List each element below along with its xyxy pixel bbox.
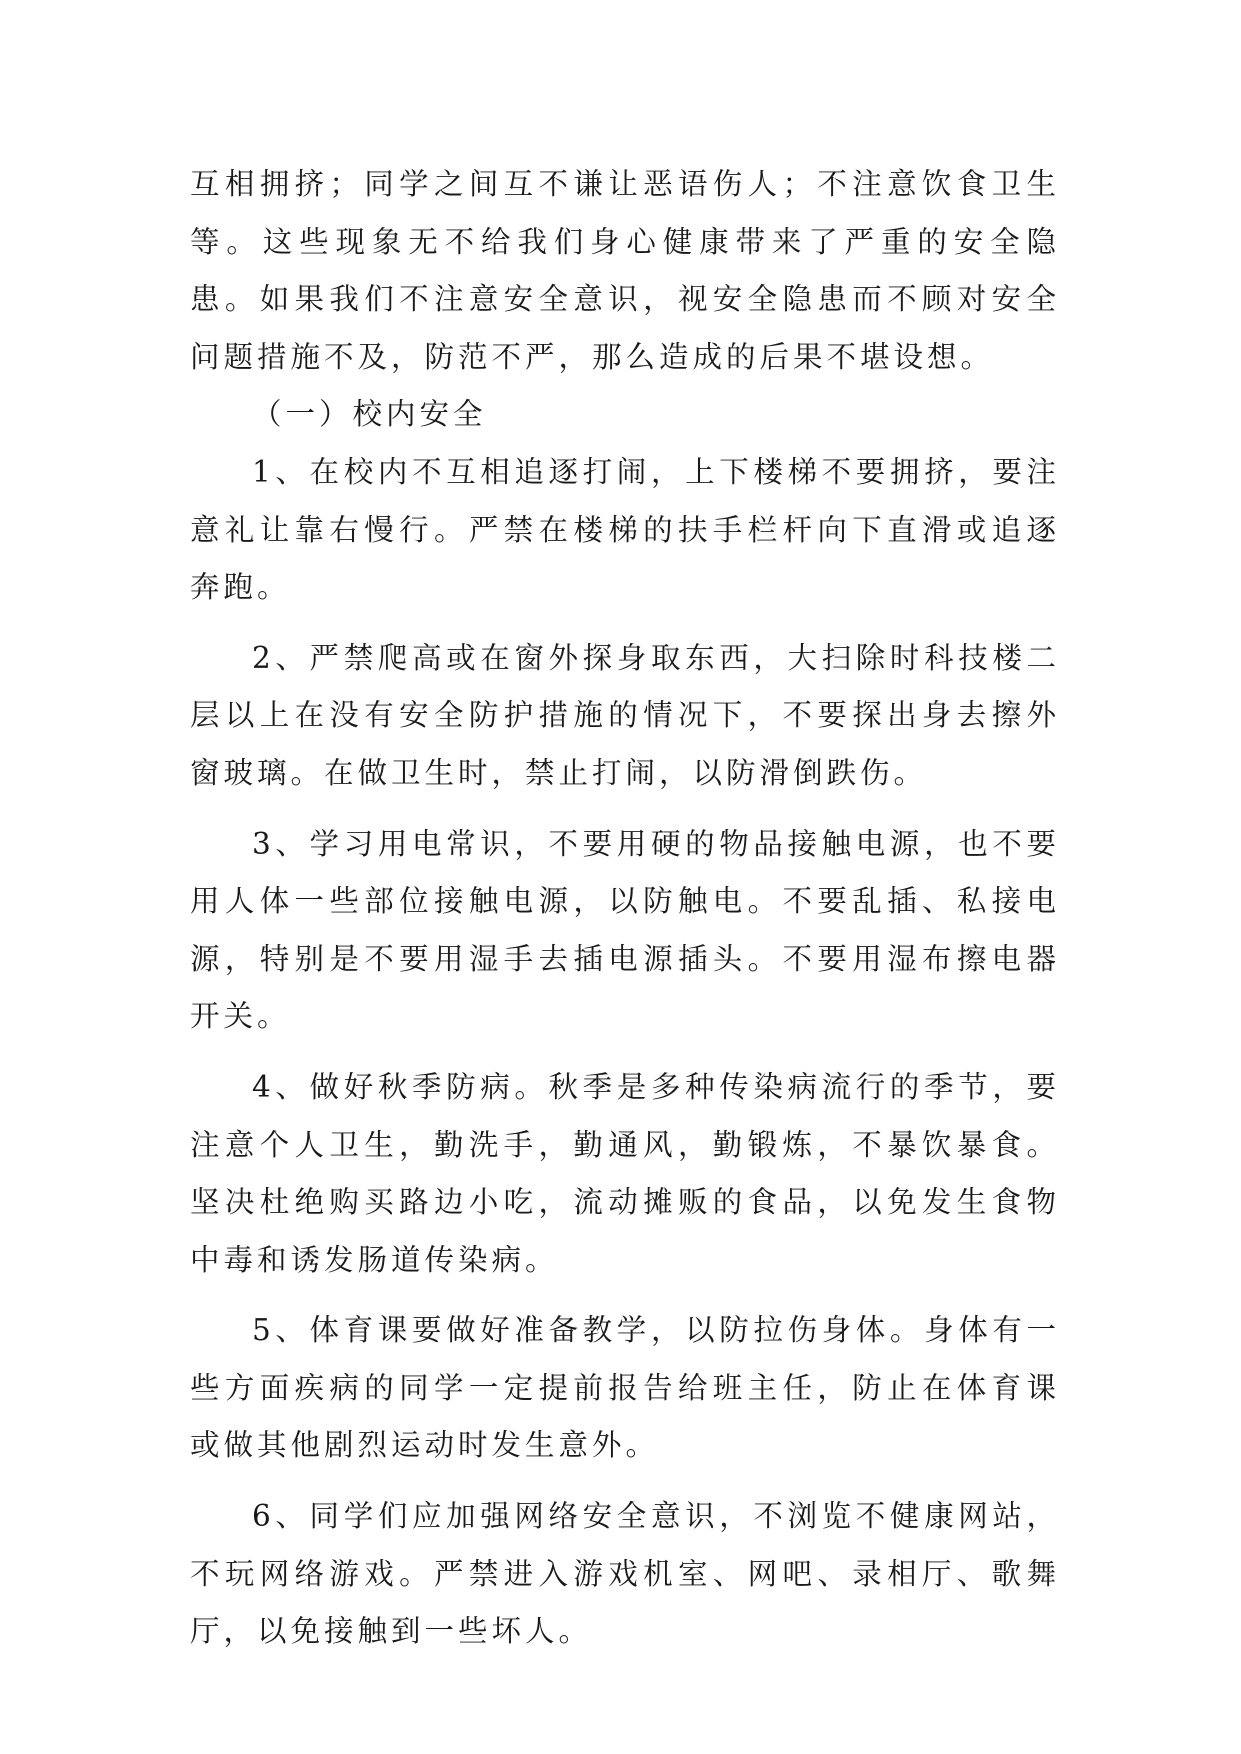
list-item-4: 4、做好秋季防病。秋季是多种传染病流行的季节，要注意个人卫生，勤洗手，勤通风，勤锻炼，不暴饮暴食。坚决杜绝购买路边小吃，流动摊贩的食品，以免发生食物中毒和诱发肠道传染病。	[190, 1069, 1060, 1277]
list-item-1: 1、在校内不互相追逐打闹，上下楼梯不要拥挤，要注意礼让靠右慢行。严禁在楼梯的扶手栏杆向下直滑或追逐奔跑。	[190, 454, 1060, 605]
list-item-3: 3、学习用电常识，不要用硬的物品接触电源，也不要用人体一些部位接触电源，以防触电。不要乱插、私接电源，特别是不要用湿手去插电源插头。不要用湿布擦电器开关。	[190, 826, 1060, 1034]
list-item-5: 5、体育课要做好准备教学，以防拉伤身体。身体有一些方面疾病的同学一定提前报告给班主任，防止在体育课或做其他剧烈运动时发生意外。	[190, 1313, 1060, 1463]
list-item-6: 6、同学们应加强网络安全意识，不浏览不健康网站，不玩网络游戏。严禁进入游戏机室、网吧、录相厅、歌舞厅，以免接触到一些坏人。	[190, 1499, 1060, 1649]
section-heading: （一）校内安全	[252, 397, 487, 432]
document-body	[190, 156, 1060, 1661]
list-item-2: 2、严禁爬高或在窗外探身取东西，大扫除时科技楼二层以上在没有安全防护措施的情况下，不要探出身去擦外窗玻璃。在做卫生时，禁止打闹，以防滑倒跌伤。	[190, 640, 1060, 790]
intro-paragraph: 互相拥挤；同学之间互不谦让恶语伤人；不注意饮食卫生等。这些现象无不给我们身心健康带来了严重的安全隐患。如果我们不注意安全意识，视安全隐患而不顾对安全问题措施不及，防范不严，那么造成的后果不堪设想。	[190, 167, 1060, 374]
